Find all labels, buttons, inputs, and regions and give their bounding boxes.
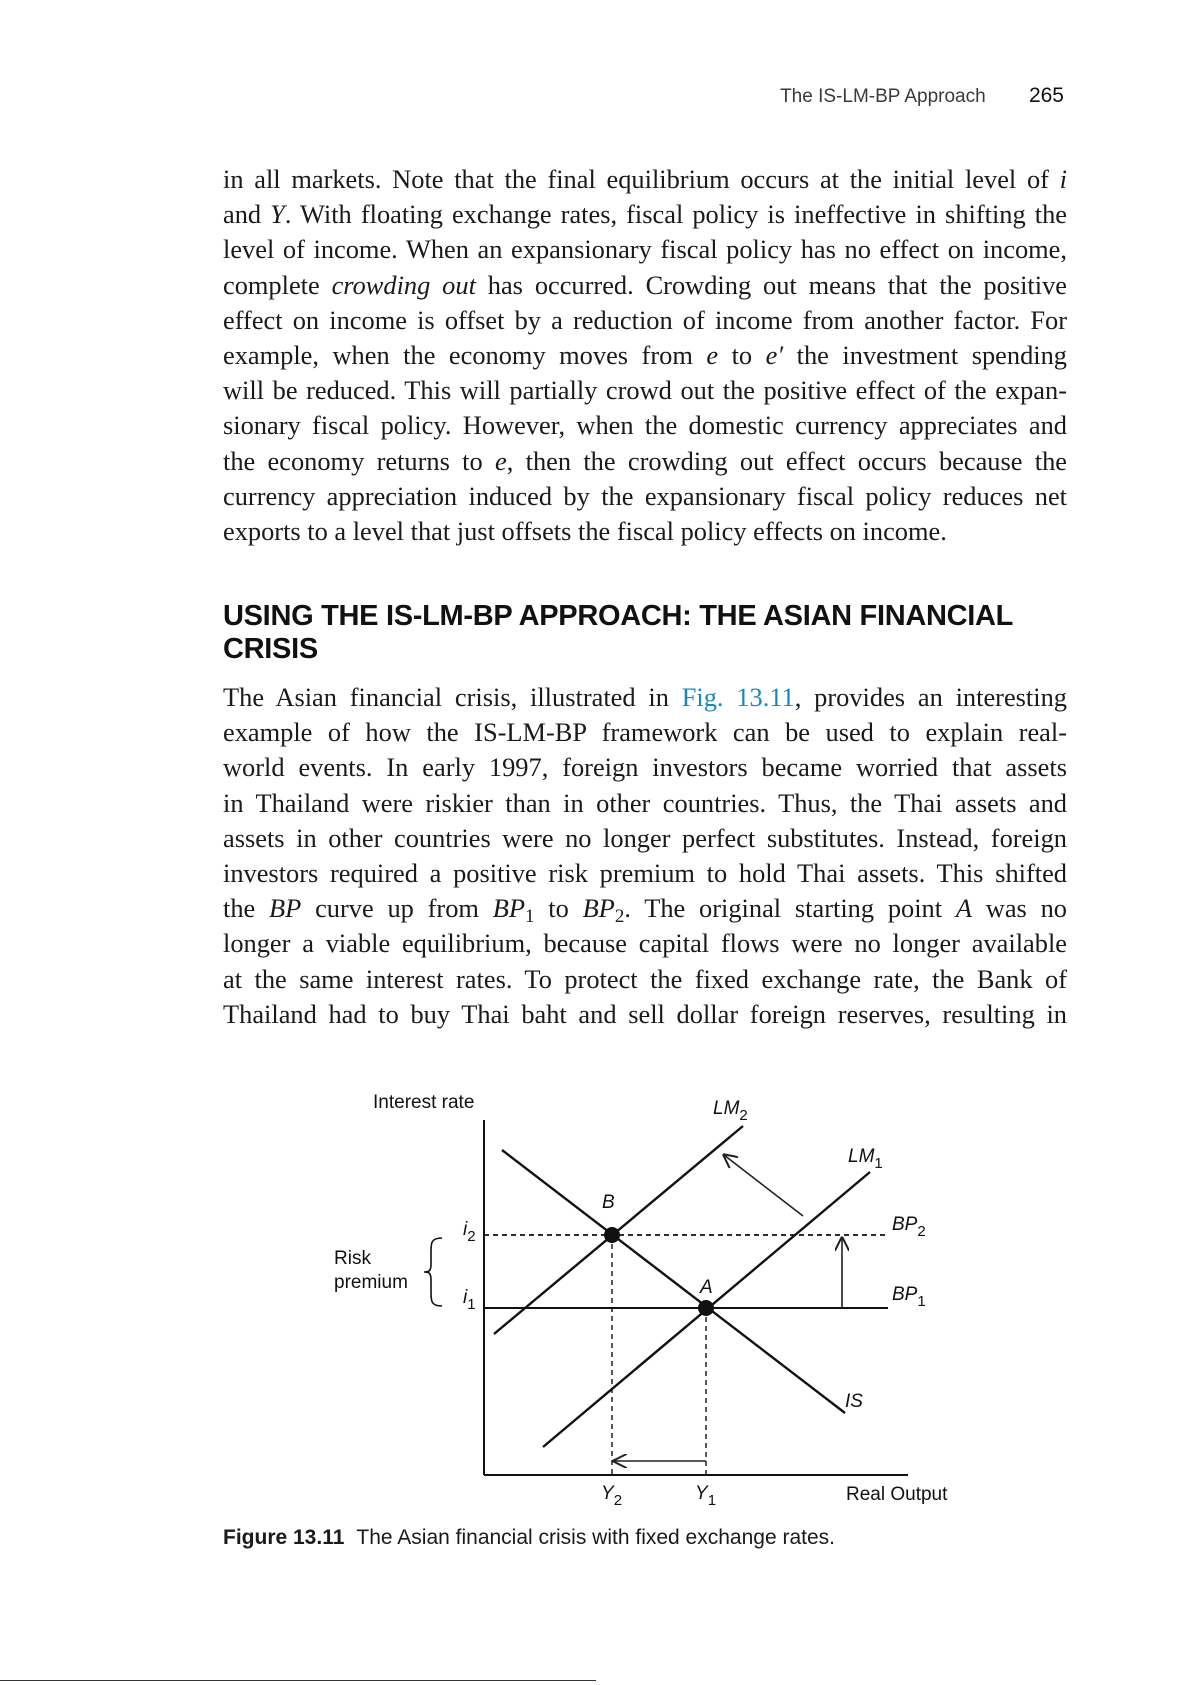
text-line: Thailand had to buy Thai baht and sell dollar foreign reserves, resulting in (223, 998, 1067, 1029)
lm2-label: $LM_2$ (713, 1098, 748, 1124)
text-line: effect on income is offset by a reduction of income from another factor. For (223, 304, 1067, 335)
text-line: longer a viable equilibrium, because capital flows were no longer available (223, 928, 1067, 959)
figure-caption (223, 1526, 835, 1550)
text-line: investors required a positive risk premium to hold Thai assets. This shifted (223, 858, 1067, 889)
text-line: will be reduced. This will partially crowd out the positive effect of the expan- (223, 375, 1067, 406)
text-line: The Asian financial crisis, illustrated in Fig. 13.11, provides an interesting (223, 682, 1067, 712)
text-line: sionary fiscal policy. However, when the domestic currency appreciates and (223, 410, 1067, 441)
i1-label: $i_1$ (463, 1287, 476, 1313)
section-heading-line: CRISIS (223, 633, 318, 665)
text-line: currency appreciation induced by the expansionary fiscal policy reduces net (223, 480, 1067, 511)
text-line: level of income. When an expansionary fiscal policy has no effect on income, (223, 234, 1067, 265)
risk-premium-label: premium (334, 1272, 408, 1293)
text-line: example, when the economy moves from e to e′ the investment spending (223, 340, 1067, 371)
text-line: complete crowding out has occurred. Crowding out means that the positive (223, 269, 1067, 300)
text-line: the BP curve up from $BP_1$ to $BP_2$. The original starting point A was no (223, 893, 1067, 927)
lm1-label: $LM_1$ (848, 1146, 883, 1172)
text-line: exports to a level that just offsets the fiscal policy effects on income. (223, 516, 947, 547)
point-b-label: B (602, 1192, 615, 1213)
y1-label: $Y_1$ (695, 1483, 717, 1509)
running-head-title: The IS-LM-BP Approach (780, 86, 986, 107)
page-number: 265 (1028, 84, 1064, 107)
risk-premium-brace (424, 1238, 442, 1306)
text-line: at the same interest rates. To protect the fixed exchange rate, the Bank of (223, 963, 1067, 994)
text-line: the economy returns to e, then the crowding out effect occurs because the (223, 445, 1067, 476)
point-a-label: A (700, 1277, 713, 1298)
text-line: and Y. With floating exchange rates, fiscal policy is ineffective in shifting the (223, 199, 1067, 230)
lm-shift-arrow (724, 1155, 803, 1216)
figure-caption-text: The Asian financial crisis with fixed exchange rates. (356, 1526, 835, 1549)
is-curve (502, 1150, 845, 1413)
section-heading-line: USING THE IS-LM-BP APPROACH: THE ASIAN FINANCIAL (223, 600, 1014, 632)
figure-caption-label: Figure 13.11 (223, 1526, 345, 1549)
is-label: IS (845, 1391, 863, 1412)
text-line: assets in other countries were no longer perfect substitutes. Instead, foreign (223, 822, 1067, 853)
text-line: world events. In early 1997, foreign investors became worried that assets (223, 752, 1067, 783)
x-axis-label: Real Output (846, 1484, 948, 1505)
text-line: in all markets. Note that the final equilibrium occurs at the initial level of i (223, 164, 1067, 194)
bp2-label: $BP_2$ (892, 1214, 926, 1240)
point-b-dot (604, 1227, 620, 1243)
y2-label: $Y_2$ (601, 1483, 623, 1509)
y-axis-label: Interest rate (373, 1092, 475, 1113)
footer-rule (0, 1680, 596, 1681)
text-line: example of how the IS-LM-BP framework can be used to explain real- (223, 717, 1067, 748)
text-line: in Thailand were riskier than in other countries. Thus, the Thai assets and (223, 787, 1067, 818)
i2-label: $i_2$ (463, 1219, 476, 1245)
risk-premium-label: Risk (334, 1248, 371, 1269)
point-a-dot (698, 1300, 714, 1316)
bp1-label: $BP_1$ (892, 1284, 926, 1310)
figure-reference-link[interactable]: Fig. 13.11 (681, 682, 795, 712)
